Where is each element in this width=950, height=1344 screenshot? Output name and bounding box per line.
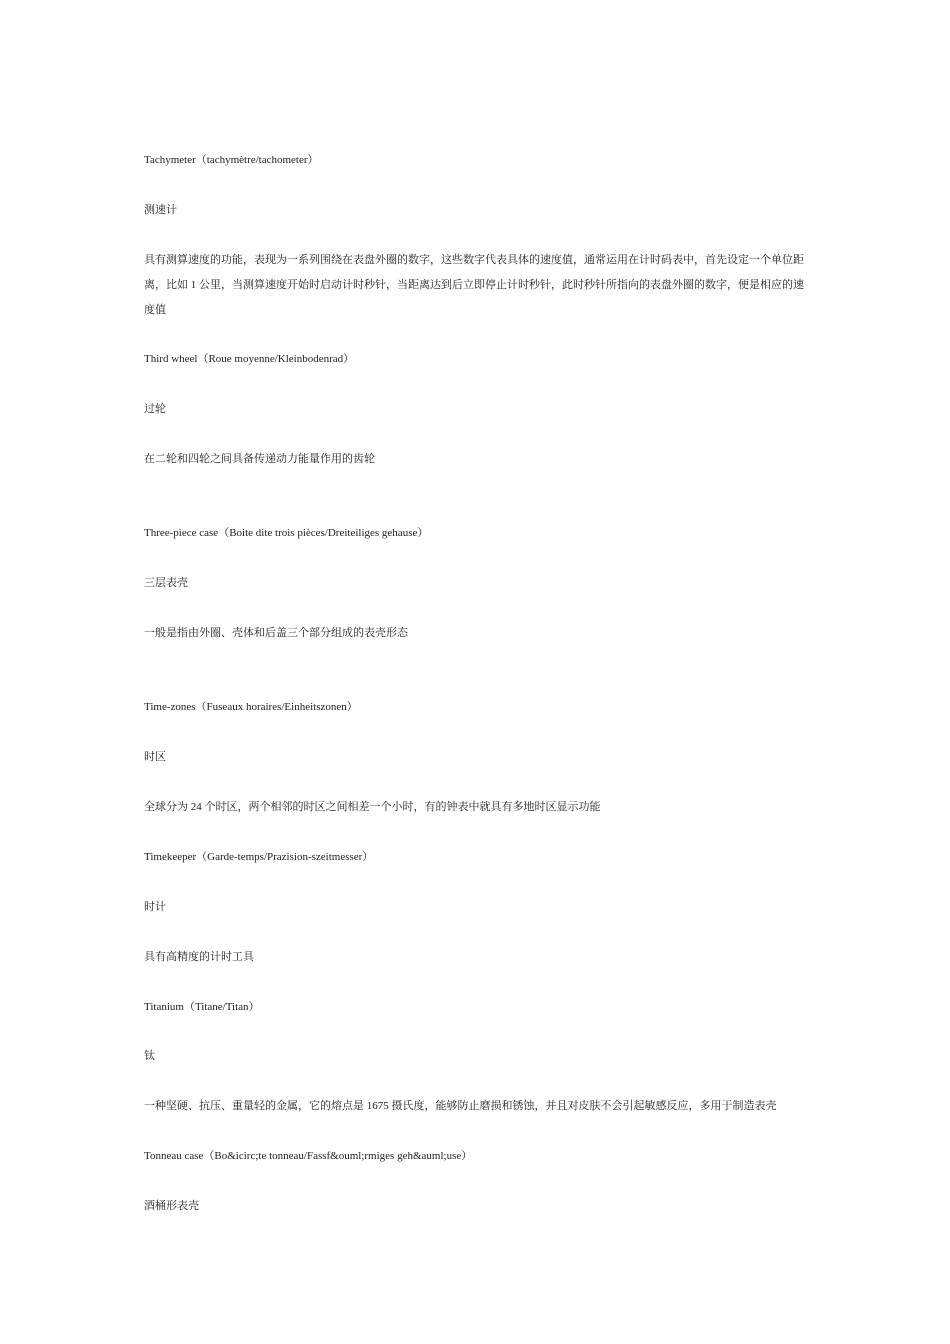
chinese-term-timekeeper: 时计 [144,901,166,913]
term-three-piece-case: Three-piece case（Boite dite trois pièces/Dreiteiliges gehause） [144,527,429,539]
term-tachymeter: Tachymeter（tachymètre/tachometer） [144,154,319,166]
chinese-term-three-piece-case: 三层表壳 [144,577,188,589]
term-time-zones: Time-zones（Fuseaux horaires/Einheitszonen） [144,701,358,713]
term-tonneau-case: Tonneau case（Bo&icirc;te tonneau/Fassf&ouml;rmiges geh&auml;use） [144,1150,473,1162]
term-titanium: Titanium（Titane/Titan） [144,1001,260,1013]
description-tachymeter: 具有测算速度的功能，表现为一系列围绕在表盘外圈的数字，这些数字代表具体的速度值，通常运用在计时码表中，首先设定一个单位距离，比如 1 公里，当测算速度开始时启动计时秒针，当距离达到后立即停止计时秒针，此时秒针所指向的表盘外圈的数字，便是相应的速度值 [144,254,804,316]
description-three-piece-case: 一般是指由外圈、壳体和后盖三个部分组成的表壳形态 [144,627,408,639]
chinese-term-tonneau-case: 酒桶形表壳 [144,1200,199,1212]
description-timekeeper: 具有高精度的计时工具 [144,951,254,963]
chinese-term-tachymeter: 测速计 [144,204,177,216]
description-titanium: 一种坚硬、抗压、重量轻的金属，它的熔点是 1675 摄氏度，能够防止磨损和锈蚀，并且对皮肤不会引起敏感反应，多用于制造表壳 [144,1100,777,1112]
description-third-wheel: 在二轮和四轮之间具备传递动力能量作用的齿轮 [144,453,375,465]
term-third-wheel: Third wheel（Roue moyenne/Kleinbodenrad） [144,353,355,365]
description-time-zones: 全球分为 24 个时区，两个相邻的时区之间相差一个小时，有的钟表中就具有多地时区显示功能 [144,801,601,813]
chinese-term-time-zones: 时区 [144,751,166,763]
term-timekeeper: Timekeeper（Garde-temps/Prazision-szeitmesser） [144,851,374,863]
chinese-term-titanium: 钛 [144,1050,155,1062]
chinese-term-third-wheel: 过轮 [144,403,166,415]
